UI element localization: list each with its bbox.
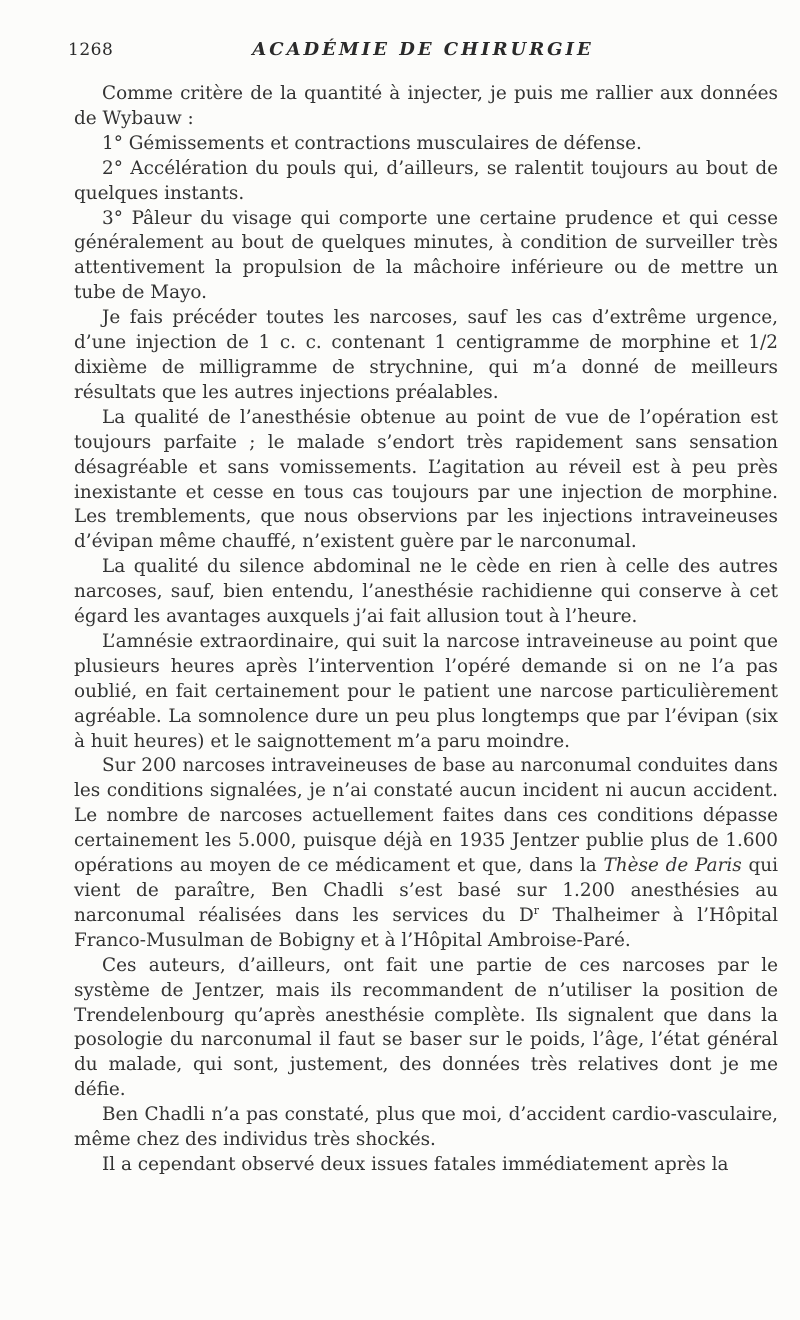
paragraph-statistics (74, 754, 778, 953)
doctor-superscript: r (533, 903, 540, 917)
paragraph-anesthesia-quality: La qualité de l’anesthésie obtenue au point de vue de l’opération est toujours parfaite ; le malade s’endort très rapidement sans sensation désagréable et sans vomissements. L’agitation au réveil est à peu près inexistante et cesse en tous cas toujours par une injection de morphine. Les tremblements, que nous observions par les injections intraveineuses d’évipan même chauffé, n’existent guère par le narconumal. (74, 406, 778, 553)
statistics-text-a: Sur 200 narcoses intraveineuses de base au narconumal conduites dans les conditions signalées, je n’ai constaté aucun incident ni aucun accident. Le nombre de narcoses actuellement faites dans ces conditions dépasse certainement les 5.000, puisque déjà en 1935 Jentzer publie plus de 1.600 opérations au moyen de ce médicament et que, dans la (74, 755, 778, 877)
running-title: ACADÉMIE DE CHIRURGIE (252, 39, 594, 60)
page-number: 1268 (68, 40, 114, 60)
paragraph-criterion-3: 3° Pâleur du visage qui comporte une certaine prudence et qui cesse généralement au bout de quelques minutes, à condition de surveiller très attentivement la propulsion de la mâchoire inférieure ou de mettre un tube de Mayo. (74, 207, 778, 304)
paragraph-fatal-issues: Il a cependant observé deux issues fatales immédiatement après la (102, 1153, 729, 1175)
page-header (68, 34, 778, 64)
paragraph-intro: Comme critère de la quantité à injecter, je puis me rallier aux données de Wybauw : (74, 83, 778, 129)
paragraph-authors: Ces auteurs, d’ailleurs, ont fait une partie de ces narcoses par le système de Jentzer, mais ils recommandent de n’utiliser la position de Trendelenbourg qu’après anesthésie complète. Ils signalent que dans la posologie du narconumal il faut se baser sur le poids, l’âge, l’état général du malade, qui sont, justement, des données très relatives dont je me défie. (74, 954, 778, 1101)
paragraph-cardiovascular: Ben Chadli n’a pas constaté, plus que moi, d’accident cardio-vasculaire, même chez des individus très shockés. (74, 1104, 778, 1151)
statistics-text-c: Thalheimer à l’Hôpital Franco-Musulman de Bobigny et à l’Hôpital Ambroise-Paré. (74, 904, 778, 951)
thesis-title: Thèse de Paris (603, 855, 742, 877)
paragraph-criterion-2: 2° Accélération du pouls qui, d’ailleurs, se ralentit toujours au bout de quelques instants. (74, 157, 778, 204)
statistics-text-b: qui vient de paraître, Ben Chadli s’est basé sur 1.200 anesthésies au narconumal réalisées dans les services du D (74, 855, 778, 926)
paragraph-amnesia: L’amnésie extraordinaire, qui suit la narcose intraveineuse au point que plusieurs heures après l’intervention l’opéré demande si on ne l’a pas oublié, en fait certainement pour le patient une narcose particulièrement agréable. La somnolence dure un peu plus longtemps que par l’évipan (six à huit heures) et le saignottement m’a paru moindre. (74, 630, 778, 752)
paragraph-criterion-1: 1° Gémissements et contractions musculaires de défense. (102, 132, 642, 154)
body-text (74, 82, 778, 1178)
paragraph-abdominal-silence: La qualité du silence abdominal ne le cède en rien à celle des autres narcoses, sauf, bien entendu, l’anesthésie rachidienne qui conserve à cet égard les avantages auxquels j’ai fait allusion tout à l’heure. (74, 556, 778, 628)
paragraph-premedication: Je fais précéder toutes les narcoses, sauf les cas d’extrême urgence, d’une injection de 1 c. c. contenant 1 centigramme de morphine et 1/2 dixième de milligramme de strychnine, qui m’a donné de meilleurs résultats que les autres injections préalables. (74, 307, 778, 403)
